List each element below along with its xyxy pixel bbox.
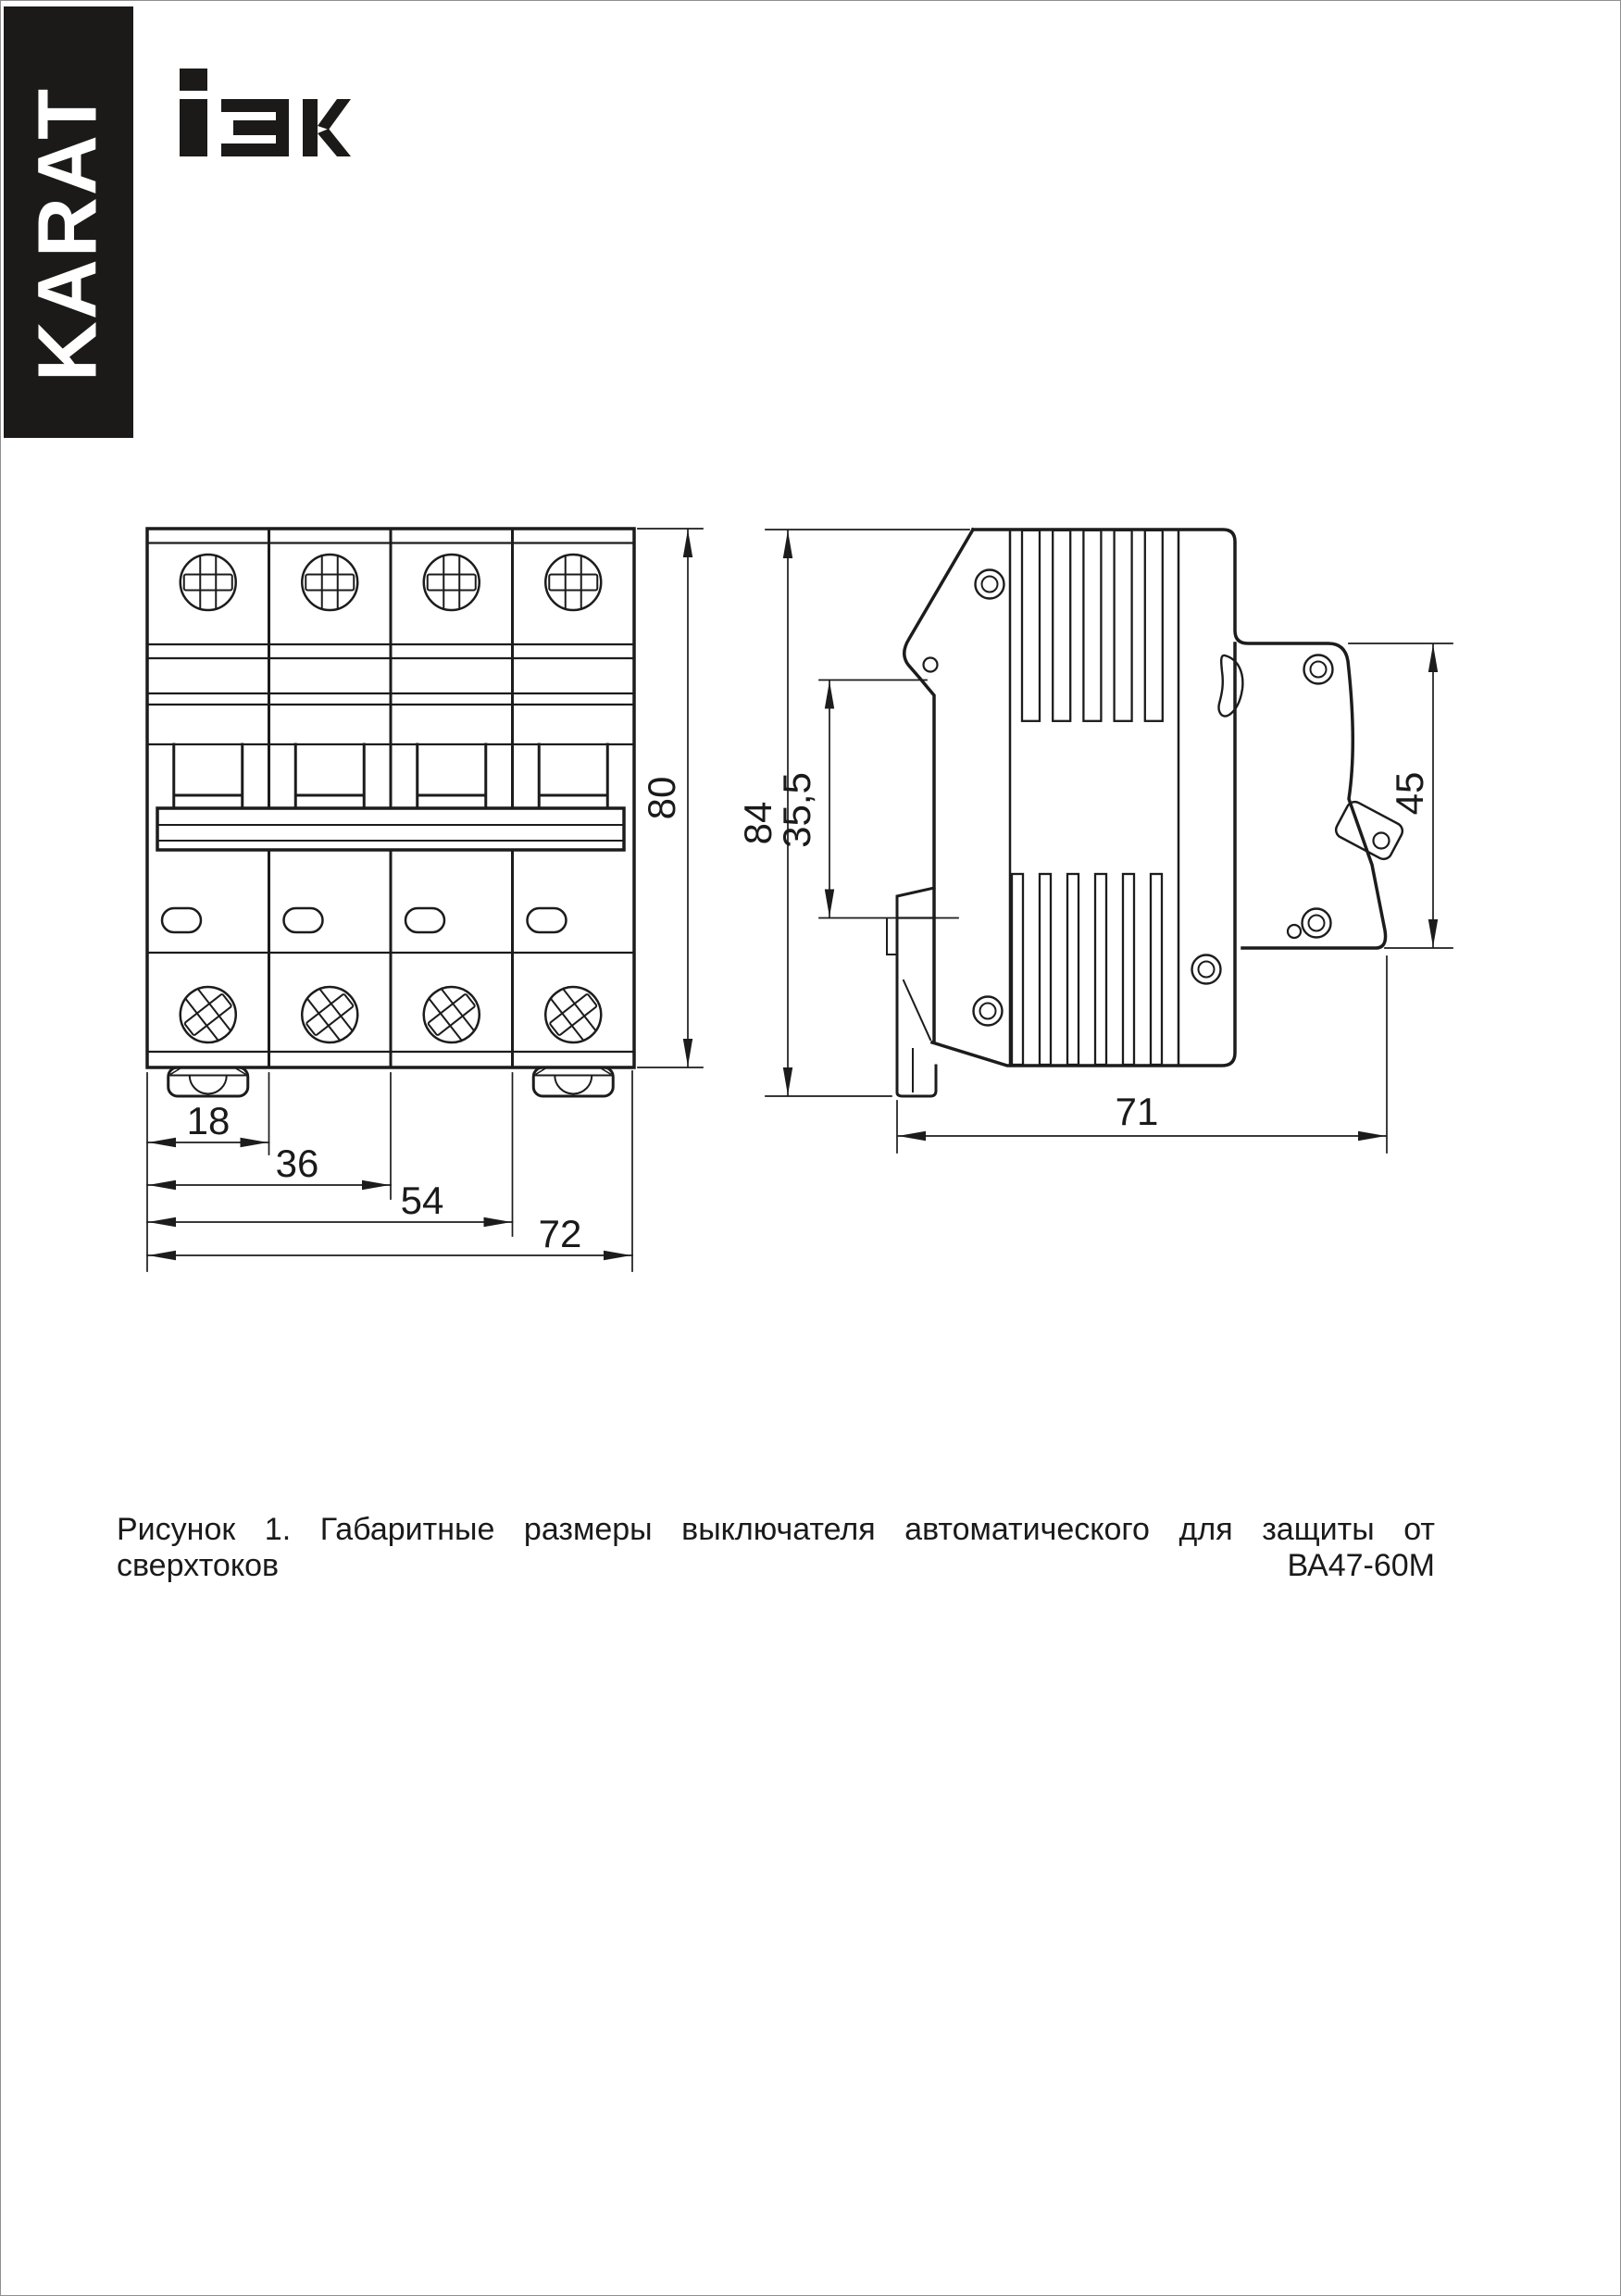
dim-label-front-height: 80 [640,776,683,820]
module-dividers [269,529,513,1067]
bottom-vent-slots [1012,874,1162,1065]
karat-banner-label: KARAT [21,86,115,382]
front-view-drawing [147,529,703,1271]
dimension-drawing [1,1,1621,2296]
pivot-pin [924,658,938,672]
dim-label-three-modules: 54 [400,1179,444,1222]
side-view-drawing [766,530,1453,1153]
dim-label-one-module: 18 [186,1099,231,1142]
case-rivets [974,570,1333,1026]
handle-tie-bar [157,808,624,850]
dim-label-rear-height: 45 [1388,771,1431,816]
dim-label-side-height: 84 [736,801,779,845]
figure-caption: Рисунок 1. Габаритные размеры выключателя автоматического для защиты от сверхтоков ВА47-60М [117,1512,1435,1583]
dim-label-rail-seat: 35,5 [775,772,818,848]
din-rail-claw-side [887,888,936,1096]
curved-mold-slot [1219,655,1243,717]
front-view-dimension-lines [147,529,703,1271]
label-windows [162,908,567,932]
dim-label-depth: 71 [1115,1090,1159,1133]
small-pin [1288,925,1301,938]
top-vent-slots [1022,530,1163,721]
dim-label-total-width: 72 [538,1212,582,1255]
dim-label-two-modules: 36 [275,1142,319,1185]
